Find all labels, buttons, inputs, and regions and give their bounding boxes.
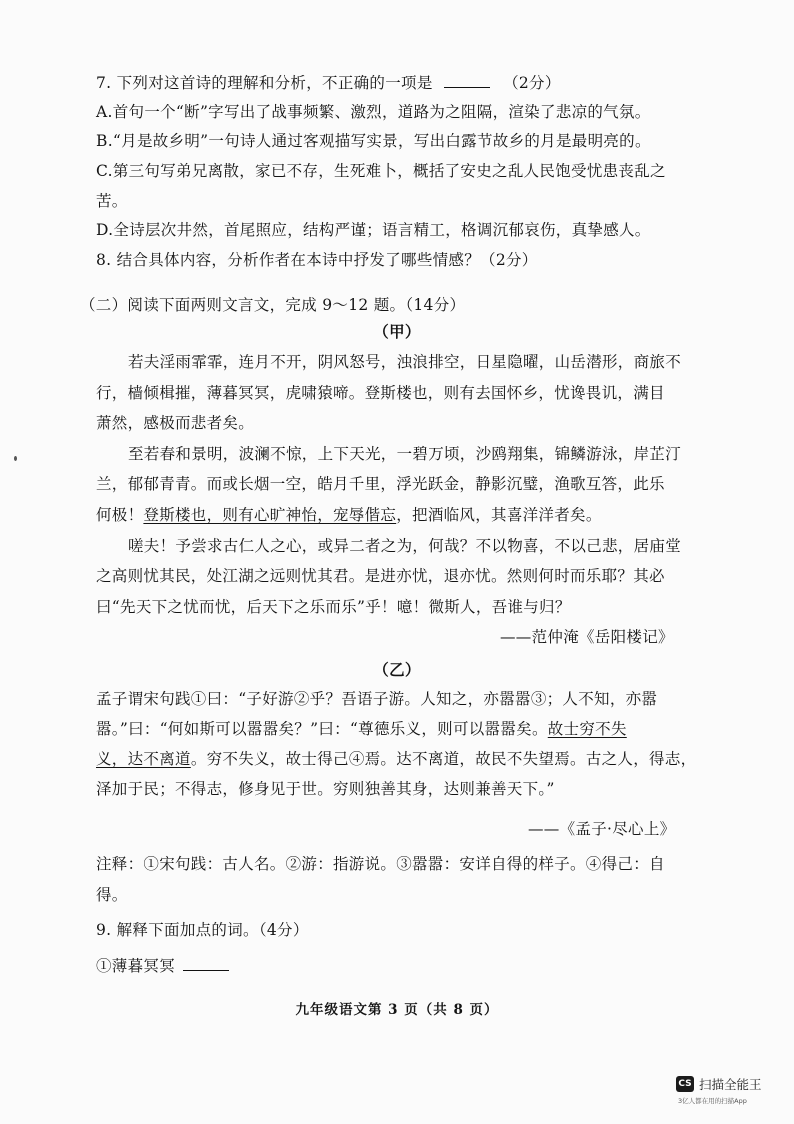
jia-p1-line2: 行，樯倾楫摧，薄暮冥冥，虎啸猿啼。登斯楼也，则有去国怀乡，忧谗畏讥，满目 — [96, 384, 665, 402]
camscanner-logo-icon: CS — [676, 1076, 694, 1092]
notes-line1: 注释：①宋句践：古人名。②游：指游说。③嚣嚣：安详自得的样子。④得己：自 — [96, 855, 665, 873]
notes-line2: 得。 — [96, 886, 128, 904]
jia-p3-line1: 嗟夫！予尝求古仁人之心，或异二者之为，何哉？不以物喜，不以己悲，居庙堂 — [128, 537, 682, 555]
q7-stem — [96, 72, 561, 94]
q9-item1 — [96, 955, 229, 977]
q7-score: （2分） — [503, 74, 561, 92]
q7-option-c-line1: C.第三句写弟兄离散，家已不存，生死难卜，概括了安史之乱人民饱受忧患丧乱之 — [96, 162, 666, 180]
underlined-sentence: 故士穷不失 — [547, 720, 627, 738]
yi-source: ——《孟子·尽心上》 — [528, 820, 676, 838]
scanner-tagline: 3亿人都在用的扫描App — [678, 1097, 747, 1105]
jia-p2-line3 — [96, 504, 602, 526]
answer-blank — [183, 956, 229, 971]
q8-text: 8. 结合具体内容，分析作者在本诗中抒发了哪些情感？（2分） — [96, 251, 538, 269]
answer-blank — [444, 73, 490, 88]
jia-p3-line3: 曰“先天下之忧而忧，后天下之乐而乐”乎！噫！微斯人，吾谁与归？ — [96, 598, 571, 616]
jia-title: （甲） — [373, 322, 421, 341]
underlined-sentence: 登斯楼也，则有心旷神怡，宠辱偕忘 — [143, 506, 397, 524]
jia-p3-line2: 之高则忧其民，处江湖之远则忧其君。是进亦忧，退亦忧。然则何时而乐耶？其必 — [96, 567, 665, 585]
page-footer: 九年级语文第 3 页（共 8 页） — [295, 1002, 499, 1018]
jia-p2-line3-start: 何极！ — [96, 506, 144, 524]
underlined-sentence-cont: 义，达不离道 — [96, 750, 191, 768]
yi-line2 — [96, 718, 627, 740]
yi-line1: 孟子谓宋句践①曰：“子好游②乎？吾语子游。人知之，亦嚣嚣③；人不知，亦嚣 — [96, 690, 658, 708]
q7-option-b: B.“月是故乡明”一句诗人通过客观描写实景，写出白露节故乡的月是最明亮的。 — [96, 132, 651, 150]
q9-item1-label: ①薄暮冥冥 — [96, 957, 176, 975]
scan-speck — [14, 456, 17, 461]
yi-line2-start: 嚣。”曰：“何如斯可以嚣嚣矣？”曰：“尊德乐义，则可以嚣嚣矣。 — [96, 720, 548, 738]
q7-option-a: A.首句一个“断”字写出了战事频繁、激烈，道路为之阻隔，渲染了悲凉的气氛。 — [96, 103, 651, 121]
yi-title: （乙） — [373, 660, 421, 679]
jia-source: ——范仲淹《岳阳楼记》 — [500, 628, 674, 646]
q7-option-c-line2: 苦。 — [96, 192, 128, 210]
jia-p1-line3: 萧然，感极而悲者矣。 — [96, 414, 255, 432]
yi-line4: 泽加于民；不得志，修身见于世。穷则独善其身，达则兼善天下。” — [96, 780, 555, 798]
yi-line3 — [96, 748, 696, 770]
scan-speck — [519, 392, 521, 394]
yi-line3-end: 。穷不失义，故士得己④焉。达不离道，故民不失望焉。古之人，得志， — [190, 750, 697, 768]
section2-heading: （二）阅读下面两则文言文，完成 9～12 题。（14分） — [80, 296, 466, 314]
jia-p2-line1: 至若春和景明，波澜不惊，上下天光，一碧万顷，沙鸥翔集，锦鳞游泳，岸芷汀 — [128, 445, 682, 463]
q7-option-d: D.全诗层次井然，首尾照应，结构严谨；语言精工，格调沉郁哀伤，真挚感人。 — [96, 221, 651, 239]
scanner-app-name: 扫描全能王 — [699, 1077, 762, 1092]
q9-text: 9. 解释下面加点的词。（4分） — [96, 921, 309, 939]
jia-p2-line2: 兰，郁郁青青。而或长烟一空，皓月千里，浮光跃金，静影沉璧，渔歌互答，此乐 — [96, 475, 665, 493]
q7-stem-text: 7. 下列对这首诗的理解和分析，不正确的一项是 — [96, 74, 433, 92]
jia-p2-line3-end: ，把酒临风，其喜洋洋者矣。 — [396, 506, 602, 524]
jia-p1-line1: 若夫淫雨霏霏，连月不开，阴风怒号，浊浪排空，日星隐曜，山岳潜形，商旅不 — [128, 353, 682, 371]
